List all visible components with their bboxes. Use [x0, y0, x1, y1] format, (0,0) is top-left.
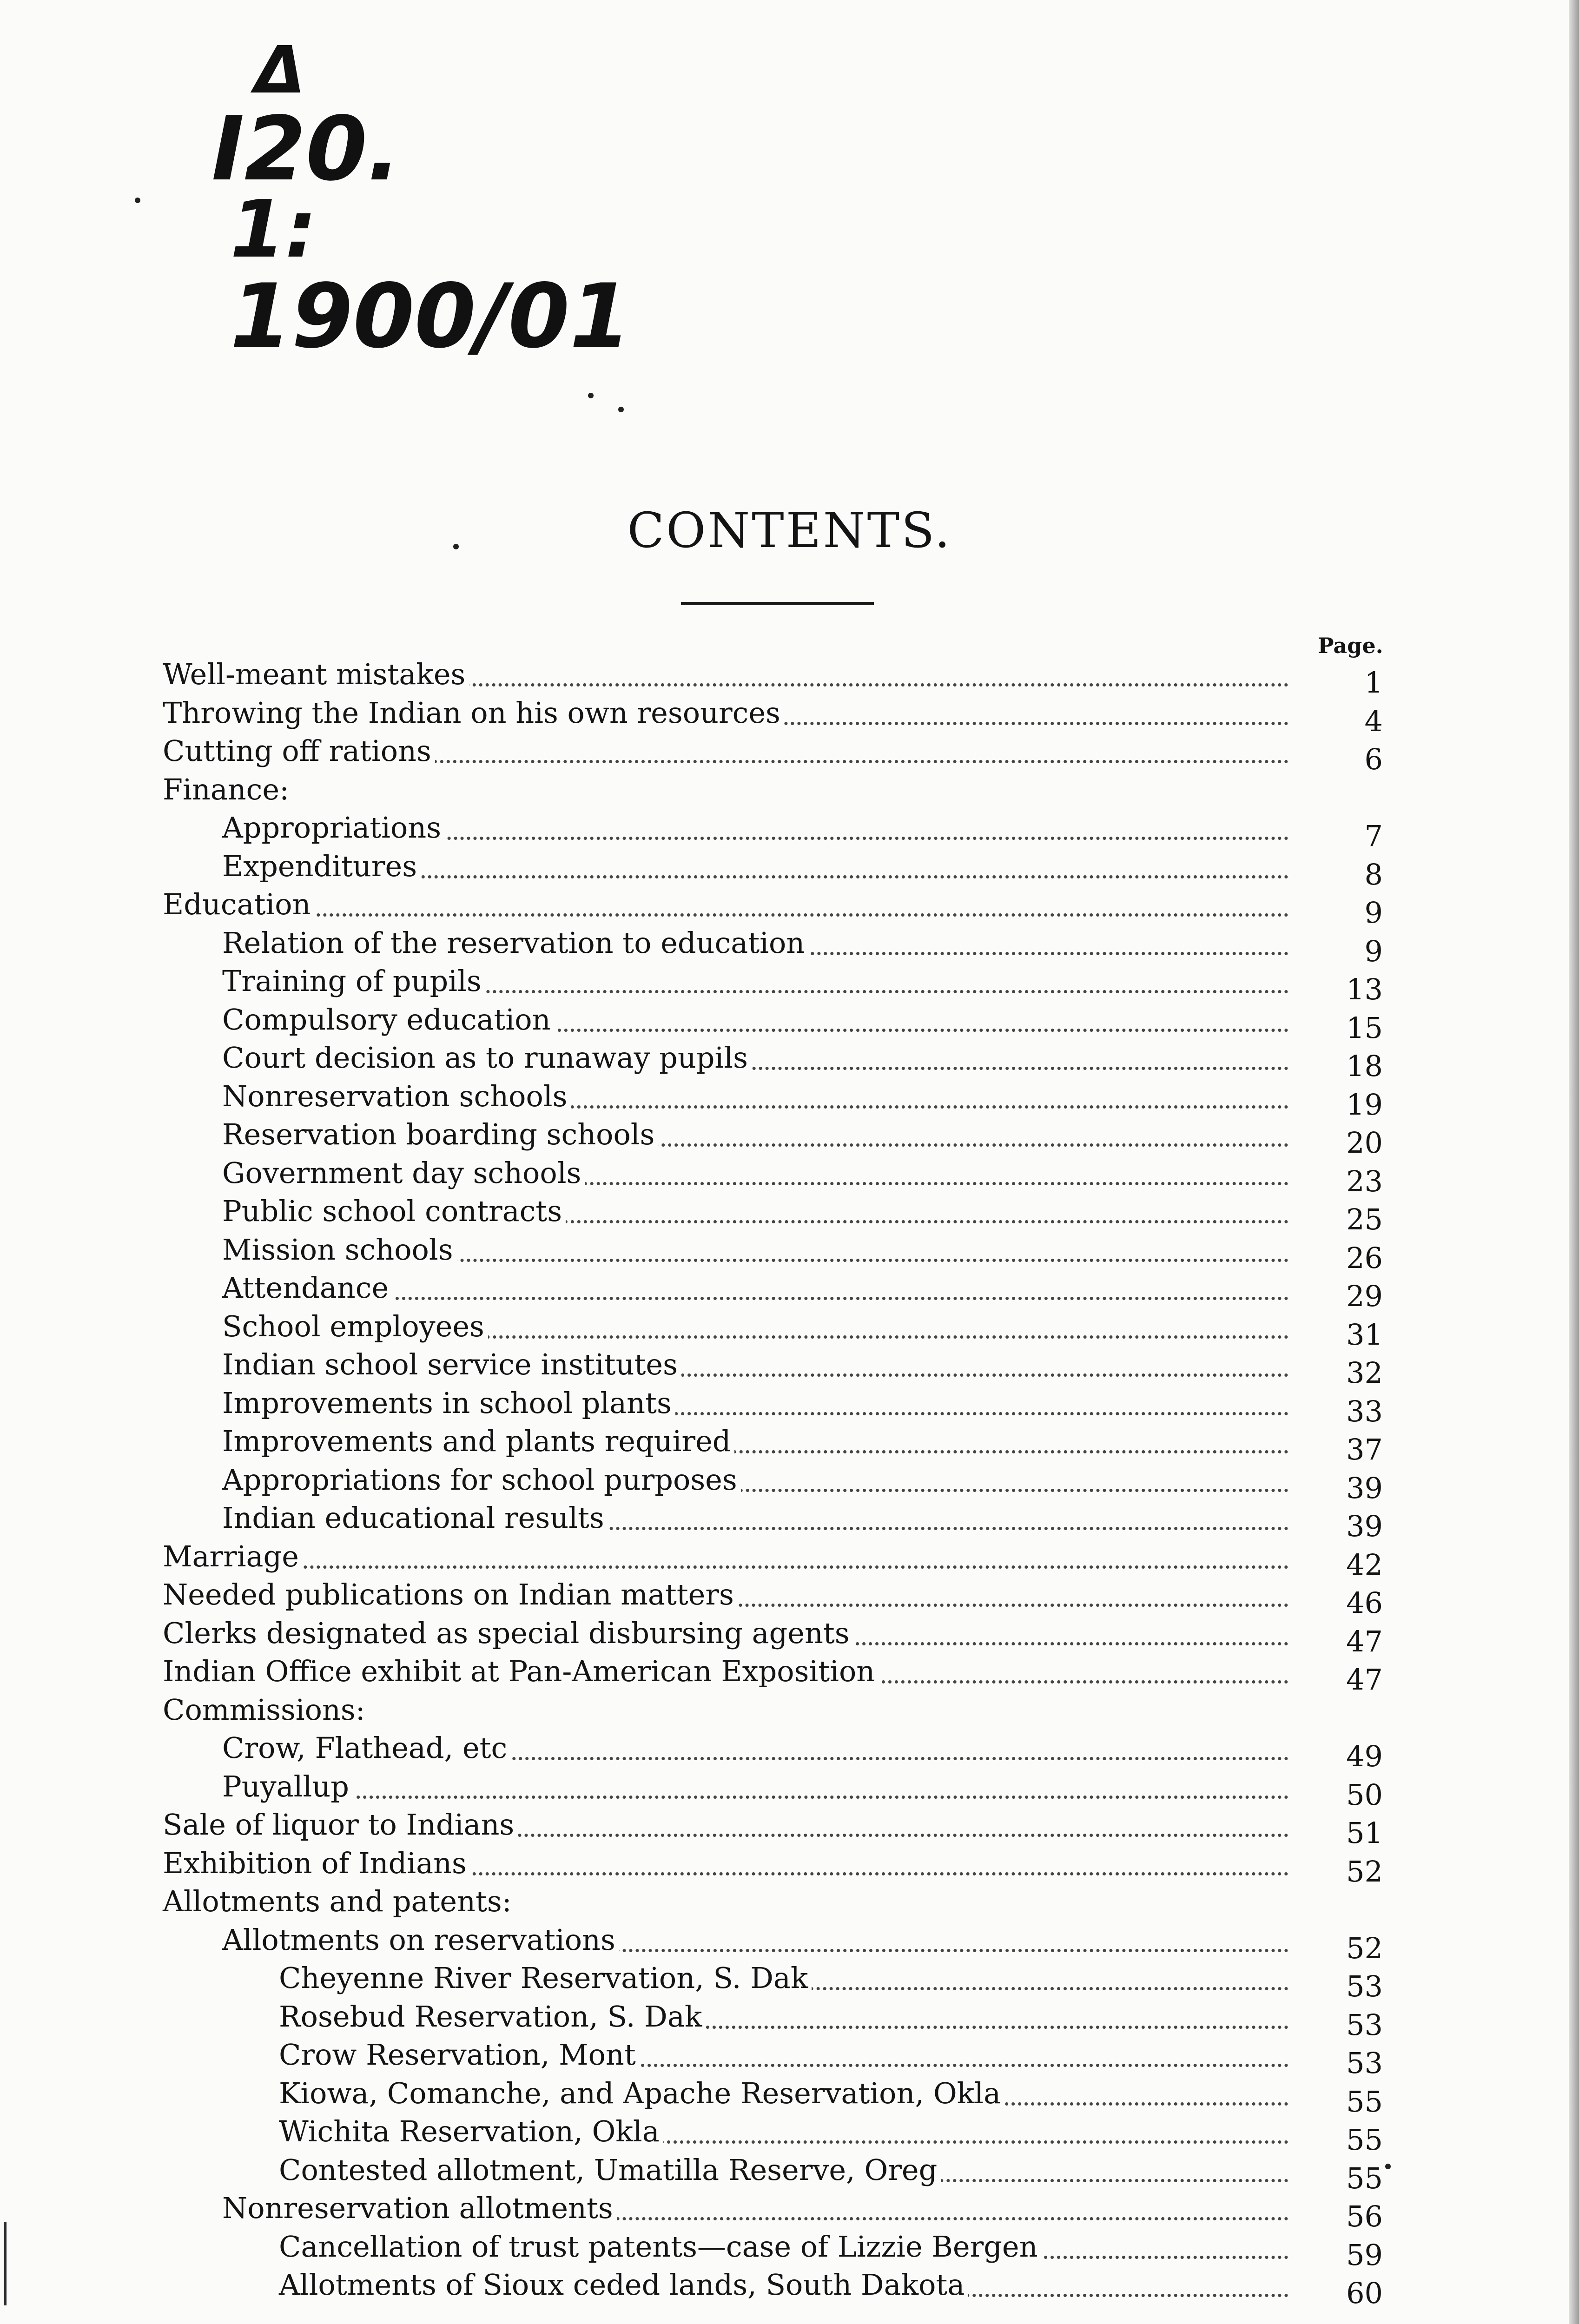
toc-entry: [0, 962, 1579, 1006]
toc-entry-title: Well-meant mistakes: [163, 655, 469, 694]
toc-entry-title: Indian school service institutes: [222, 1346, 681, 1384]
page-title: CONTENTS.: [627, 502, 952, 559]
toc-entry-title: Allotments of Sioux ceded lands, South Dakota: [279, 2266, 968, 2304]
toc-entry-title: Cutting off rations: [163, 732, 435, 771]
toc-entry-page-number: 49: [1346, 1739, 1383, 1773]
toc-entry-page-number: 53: [1346, 1969, 1383, 2003]
toc-entry-title: Attendance: [222, 1269, 392, 1307]
toc-entry: [0, 1882, 1579, 1921]
toc-entry-page-number: 53: [1346, 2007, 1383, 2042]
toc-entry: [0, 655, 1579, 700]
toc-entry: [0, 1116, 1579, 1160]
toc-entry-page-number: 53: [1346, 2046, 1383, 2080]
toc-entry: [0, 2074, 1579, 2119]
toc-entry-title: Nonreservation allotments: [222, 2189, 617, 2228]
title-rule: [681, 602, 874, 605]
toc-entry-page-number: 37: [1346, 1433, 1383, 1466]
toc-entry: [0, 1921, 1579, 1965]
toc-entry: [0, 2036, 1579, 2080]
toc-entry: [0, 1998, 1579, 2042]
toc-entry: [0, 732, 1579, 776]
toc-entry-title: Crow, Flathead, etc: [222, 1729, 511, 1768]
toc-entry-page-number: 47: [1346, 1624, 1383, 1658]
toc-entry-title: Improvements in school plants: [222, 1384, 675, 1423]
dot-leader: [167, 911, 1288, 917]
toc-entry: [0, 1192, 1579, 1236]
toc-entry-title: Finance:: [163, 771, 293, 809]
toc-entry: [0, 1307, 1579, 1352]
toc-entry: [0, 847, 1579, 891]
toc-entry: [0, 1077, 1579, 1122]
table-of-contents: [0, 655, 1579, 2310]
toc-entry: [0, 924, 1579, 968]
toc-entry: [0, 1652, 1579, 1697]
toc-entry-page-number: 26: [1346, 1241, 1383, 1275]
toc-entry: [0, 1806, 1579, 1850]
handwritten-call-number-line-3: 1:: [230, 184, 317, 276]
toc-entry-title: Appropriations for school purposes: [222, 1461, 741, 1499]
toc-entry-title: Cancellation of trust patents—case of Lizzie Bergen: [279, 2228, 1042, 2266]
toc-entry: [0, 1346, 1579, 1390]
dot-leader: [227, 1793, 1288, 1799]
handwritten-call-number-line-2: I20.: [211, 98, 401, 200]
toc-entry: [0, 2151, 1579, 2195]
toc-entry-title: Education: [163, 885, 315, 924]
toc-entry-page-number: 55: [1346, 2084, 1383, 2119]
toc-entry-title: Mission schools: [222, 1231, 457, 1269]
toc-entry-page-number: 6: [1364, 742, 1383, 776]
toc-entry-page-number: 51: [1346, 1816, 1383, 1850]
toc-entry-title: Appropriations: [222, 809, 445, 847]
toc-entry: [0, 1422, 1579, 1466]
toc-entry: [0, 2266, 1579, 2310]
toc-entry-page-number: 19: [1346, 1087, 1383, 1122]
toc-entry-page-number: 15: [1346, 1010, 1383, 1045]
toc-entry-title: Needed publications on Indian matters: [163, 1576, 738, 1614]
toc-entry-page-number: 52: [1346, 1931, 1383, 1965]
toc-entry-page-number: 39: [1346, 1509, 1383, 1543]
toc-entry-page-number: 55: [1346, 2123, 1383, 2157]
toc-entry: [0, 1039, 1579, 1083]
toc-entry: [0, 1001, 1579, 1045]
toc-entry: [0, 1614, 1579, 1658]
toc-entry-title: Indian educational results: [222, 1499, 608, 1538]
toc-entry-page-number: 46: [1346, 1586, 1383, 1620]
toc-entry-title: Indian Office exhibit at Pan-American Exposition: [163, 1652, 879, 1691]
toc-entry: [0, 1959, 1579, 2003]
toc-entry-title: Relation of the reservation to education: [222, 924, 808, 963]
toc-entry-title: Exhibition of Indians: [163, 1844, 470, 1883]
toc-entry-page-number: 42: [1346, 1547, 1383, 1582]
toc-entry-page-number: 47: [1346, 1663, 1383, 1697]
toc-entry-page-number: 33: [1346, 1394, 1383, 1428]
toc-entry-title: Contested allotment, Umatilla Reserve, Oreg: [279, 2151, 941, 2190]
toc-entry: [0, 2228, 1579, 2272]
toc-entry-title: Allotments and patents:: [163, 1882, 515, 1921]
toc-entry: [0, 2189, 1579, 2233]
toc-entry: [0, 694, 1579, 738]
toc-entry-title: Sale of liquor to Indians: [163, 1806, 518, 1844]
toc-entry-page-number: 31: [1346, 1317, 1383, 1352]
toc-entry: [0, 1231, 1579, 1275]
toc-entry-page-number: 39: [1346, 1471, 1383, 1505]
toc-entry-title: Expenditures: [222, 847, 421, 886]
toc-entry: [0, 1729, 1579, 1773]
toc-entry: [0, 1499, 1579, 1543]
toc-entry-title: Training of pupils: [222, 962, 485, 1001]
ink-speck: [588, 393, 594, 398]
handwritten-call-number-line-4: 1900/01: [230, 265, 631, 368]
toc-entry-title: Compulsory education: [222, 1001, 555, 1039]
toc-entry-title: Puyallup: [222, 1768, 353, 1806]
ink-speck: [618, 407, 624, 412]
toc-entry-page-number: 50: [1346, 1777, 1383, 1812]
toc-entry: [0, 885, 1579, 930]
toc-entry-title: Commissions:: [163, 1691, 369, 1730]
toc-entry: [0, 1768, 1579, 1812]
toc-entry-page-number: 56: [1346, 2199, 1383, 2233]
toc-entry: [0, 1576, 1579, 1620]
toc-entry-page-number: 9: [1364, 896, 1383, 930]
toc-entry-title: Allotments on reservations: [222, 1921, 619, 1960]
toc-entry: [0, 1844, 1579, 1888]
toc-entry-title: School employees: [222, 1307, 488, 1346]
toc-entry-page-number: 60: [1346, 2276, 1383, 2310]
toc-entry-page-number: 8: [1364, 857, 1383, 891]
ink-speck: [135, 198, 140, 203]
toc-entry-page-number: 18: [1346, 1049, 1383, 1083]
toc-entry: [0, 771, 1579, 809]
toc-entry-title: Court decision as to runaway pupils: [222, 1039, 752, 1077]
toc-entry-page-number: 52: [1346, 1854, 1383, 1888]
toc-entry: [0, 1461, 1579, 1505]
toc-entry-title: Public school contracts: [222, 1192, 566, 1231]
toc-entry-page-number: 29: [1346, 1279, 1383, 1313]
toc-entry: [0, 1691, 1579, 1730]
toc-entry-page-number: 1: [1364, 666, 1383, 700]
toc-entry-title: Reservation boarding schools: [222, 1116, 658, 1154]
toc-entry-page-number: 23: [1346, 1164, 1383, 1198]
toc-entry: [0, 1154, 1579, 1198]
toc-entry: [0, 809, 1579, 853]
toc-entry: [0, 1384, 1579, 1428]
toc-entry-title: Improvements and plants required: [222, 1422, 734, 1461]
toc-entry-title: Government day schools: [222, 1154, 585, 1193]
toc-entry-title: Marriage: [163, 1538, 303, 1576]
toc-entry-title: Wichita Reservation, Okla: [279, 2113, 663, 2151]
toc-entry-title: Cheyenne River Reservation, S. Dak: [279, 1959, 812, 1998]
toc-entry-page-number: 59: [1346, 2238, 1383, 2272]
toc-entry-page-number: 7: [1364, 819, 1383, 853]
page-column-label: Page.: [1318, 633, 1383, 658]
toc-entry-page-number: 13: [1346, 972, 1383, 1006]
toc-entry-page-number: 20: [1346, 1126, 1383, 1160]
toc-entry-title: Throwing the Indian on his own resources: [163, 694, 784, 733]
toc-entry-page-number: 9: [1364, 934, 1383, 968]
toc-entry-title: Rosebud Reservation, S. Dak: [279, 1998, 706, 2036]
toc-entry-page-number: 25: [1346, 1202, 1383, 1236]
toc-entry: [0, 1538, 1579, 1582]
handwritten-call-number-line-1: Δ: [255, 33, 305, 108]
toc-entry: [0, 1269, 1579, 1313]
toc-entry-title: Clerks designated as special disbursing agents: [163, 1614, 853, 1653]
toc-entry-title: Kiowa, Comanche, and Apache Reservation, Okla: [279, 2074, 1004, 2113]
dot-leader: [167, 1563, 1288, 1569]
toc-entry: [0, 2113, 1579, 2157]
toc-entry-page-number: 32: [1346, 1356, 1383, 1390]
toc-entry-title: Nonreservation schools: [222, 1077, 571, 1116]
toc-entry-page-number: 4: [1364, 704, 1383, 738]
toc-entry-page-number: 55: [1346, 2161, 1383, 2195]
toc-entry-title: Crow Reservation, Mont: [279, 2036, 640, 2074]
